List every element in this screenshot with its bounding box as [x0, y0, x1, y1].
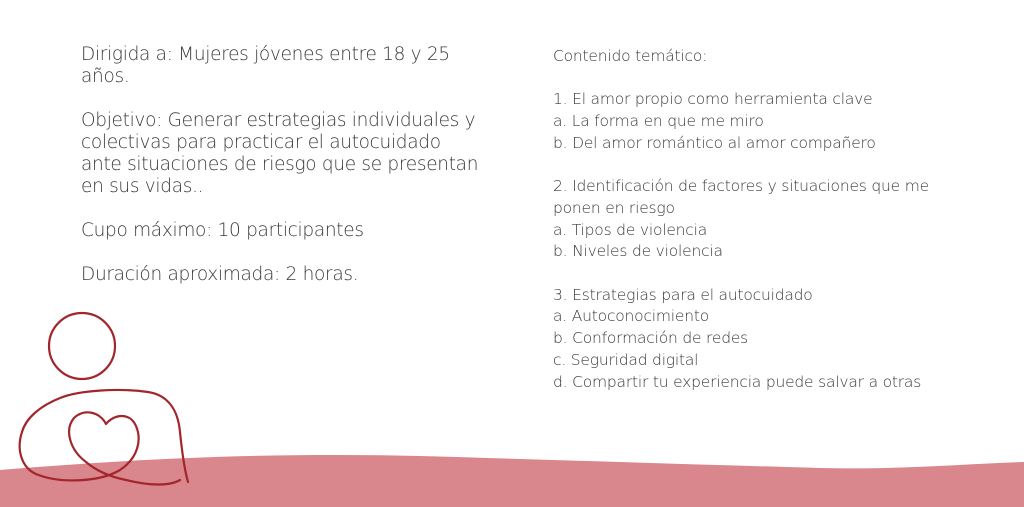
objetivo-line-1: Objetivo: Generar estrategias individuales y — [81, 110, 476, 131]
dirigida-line-1: Dirigida a: Mujeres jóvenes entre 18 y 25 — [81, 44, 450, 65]
section-3-title: 3. Estrategias para el autocuidado — [553, 285, 813, 304]
objetivo-line-3: ante situaciones de riesgo que se presentan — [81, 154, 479, 175]
objetivo-line-4: en sus vidas.. — [81, 176, 204, 197]
section-3 — [553, 285, 973, 394]
objetivo-paragraph — [81, 110, 501, 198]
section-1-item-b: b. Del amor romántico al amor compañero — [553, 133, 876, 152]
section-2-title-line-1: 2. Identificación de factores y situaciones que me — [553, 177, 929, 196]
section-2-item-a: a. Tipos de violencia — [553, 220, 708, 239]
objetivo-line-2: colectivas para practicar el autocuidado — [81, 132, 441, 153]
duracion-paragraph — [81, 264, 501, 286]
dirigida-paragraph — [81, 44, 501, 88]
section-3-item-d: d. Compartir tu experiencia puede salvar a otras — [553, 372, 922, 391]
person-heart-icon — [20, 313, 188, 485]
cupo-paragraph — [81, 220, 501, 242]
section-2 — [553, 176, 973, 263]
section-2-title-line-2: ponen en riesgo — [553, 198, 675, 217]
duracion-text: Duración aproximada: 2 horas. — [81, 264, 359, 285]
section-1-item-a: a. La forma en que me miro — [553, 112, 764, 131]
cupo-text: Cupo máximo: 10 participantes — [81, 220, 364, 241]
dirigida-line-2: años. — [81, 66, 130, 87]
contenido-heading-text: Contenido temático: — [553, 47, 708, 65]
section-3-item-b: b. Conformación de redes — [553, 329, 749, 348]
contenido-heading — [553, 46, 973, 68]
section-1 — [553, 89, 973, 154]
section-2-item-b: b. Niveles de violencia — [553, 242, 723, 261]
right-column — [553, 46, 973, 415]
section-1-title: 1. El amor propio como herramienta clave — [553, 90, 873, 109]
section-3-item-a: a. Autoconocimiento — [553, 307, 710, 326]
pink-wave-band — [0, 455, 1024, 507]
left-column — [81, 44, 501, 308]
section-3-item-c: c. Seguridad digital — [553, 350, 699, 369]
